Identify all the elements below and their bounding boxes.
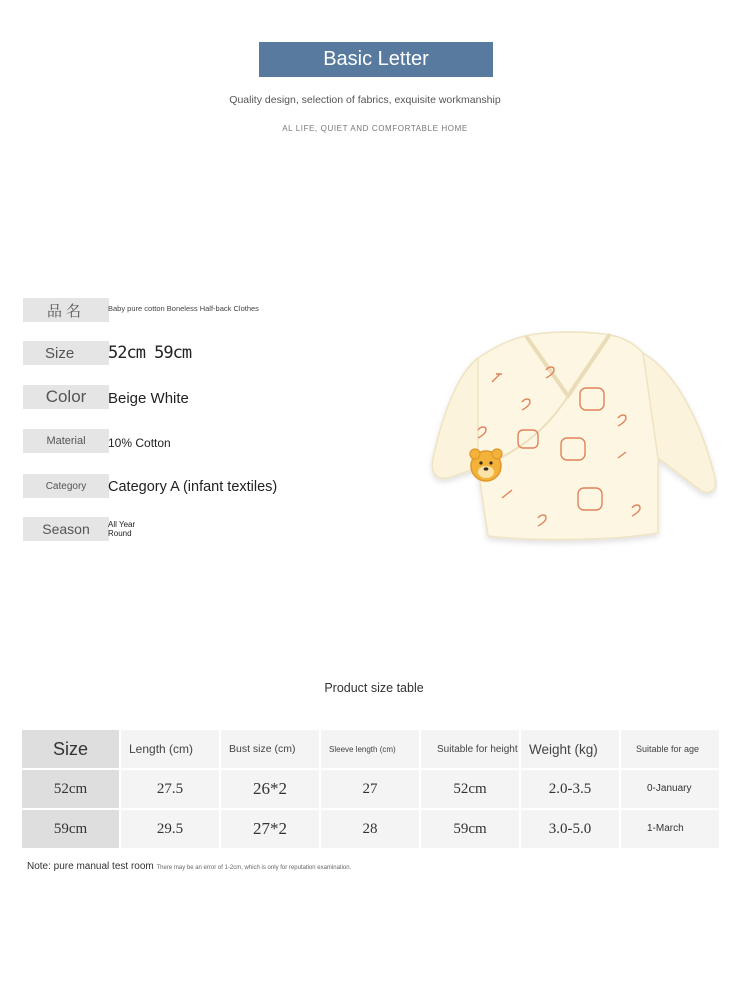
spec-value-category: Category A (infant textiles) [108, 479, 278, 495]
spec-label-category: Category [23, 474, 109, 498]
table-row [22, 768, 719, 808]
header-height: Suitable for height [421, 730, 519, 768]
page-tagline: AL LIFE, QUIET AND COMFORTABLE HOME [282, 124, 468, 133]
cell-height: 52cm [421, 768, 519, 808]
header-length: Length (cm) [121, 730, 219, 768]
header-age: Suitable for age [621, 730, 719, 768]
size-table-header-row [22, 730, 719, 768]
cell-length: 29.5 [121, 808, 219, 848]
cell-weight: 2.0-3.5 [521, 768, 619, 808]
header-size: Size [22, 730, 119, 768]
size-note-small: There may be an error of 1-2cm, which is only for reputation examination. [156, 865, 352, 871]
cell-length: 27.5 [121, 768, 219, 808]
page-subtitle: Quality design, selection of fabrics, exquisite workmanship [229, 94, 501, 106]
size-table [20, 730, 721, 848]
cell-age: 1-March [621, 808, 719, 848]
cell-weight: 3.0-5.0 [521, 808, 619, 848]
spec-value-color: Beige White [108, 390, 189, 407]
spec-value-product-name: Baby pure cotton Boneless Half-back Clothes [108, 304, 259, 313]
page-title: Basic Letter [259, 42, 493, 77]
cell-sleeve: 28 [321, 808, 419, 848]
cell-bust: 27*2 [221, 808, 319, 848]
cell-height: 59cm [421, 808, 519, 848]
cell-bust: 26*2 [221, 768, 319, 808]
spec-label-size: Size [23, 341, 109, 365]
spec-value-season-line1: All Year [108, 520, 136, 529]
spec-label-color: Color [23, 385, 109, 409]
header-weight: Weight (kg) [521, 730, 619, 768]
spec-value-material: 10% Cotton [108, 436, 171, 450]
cell-sleeve: 27 [321, 768, 419, 808]
table-row [22, 808, 719, 848]
header-bust: Bust size (cm) [221, 730, 319, 768]
size-note-main: Note: pure manual test room [27, 861, 154, 872]
spec-label-material: Material [23, 429, 109, 453]
cell-size: 52cm [22, 768, 119, 808]
spec-value-season-line2: Round [108, 529, 132, 538]
bear-face-icon [470, 449, 502, 481]
cell-age: 0-January [621, 768, 719, 808]
spec-value-season [108, 520, 135, 538]
header-sleeve: Sleeve length (cm) [321, 730, 419, 768]
shirt-body [432, 332, 715, 540]
spec-value-size: 52cm 59cm [108, 343, 192, 363]
spec-label-product-name: 品名 [23, 298, 109, 322]
size-note [27, 861, 351, 872]
baby-wrap-shirt-image [418, 318, 718, 548]
size-table-title: Product size table [324, 681, 424, 695]
spec-label-season: Season [23, 517, 109, 541]
cell-size: 59cm [22, 808, 119, 848]
